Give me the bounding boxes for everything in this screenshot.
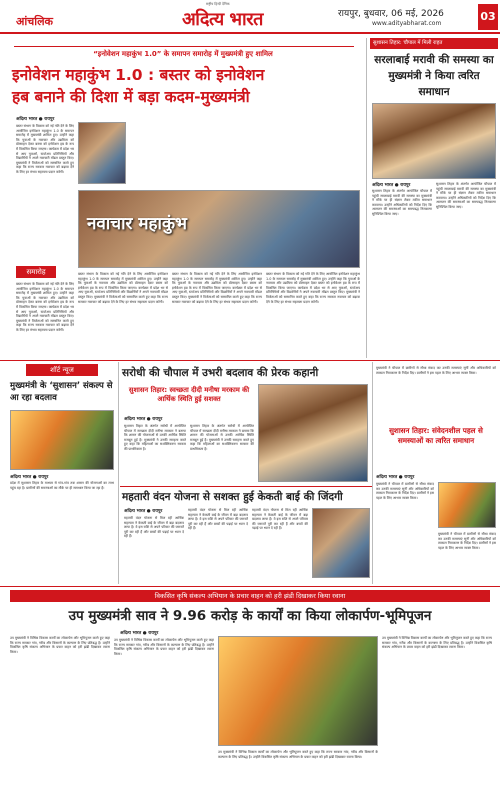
chaupal-photo [258, 384, 368, 482]
lead-headline-line2: हब बनाने की दिशा में बड़ा कदम-मुख्यमंत्री [12, 88, 250, 106]
right-top-tag: सुशासन तिहार: चौपाल में मिली राहत [370, 38, 498, 49]
lead-body-col1b: बस्तर संभाग के विकास को नई गति देने के लिए आयोजित इनोवेशन महाकुंभ 1.0 के समापन समारोह में मुख्यमंत्री शामिल हुए। उन्होंने कहा कि युवाओं के नवाचार और उद्यमिता को प्रोत्साहन देकर बस्तर को इनोवेशन हब के रूप में विकसित किया जाएगा। कार्यक्रम में प्रदेश भर से आए युवाओं, स्टार्टअप प्रतिनिधियों और विद्यार्थियों ने अपने नवाचारी मॉडल प्रस्तुत किए। मुख्यमंत्री ने विजेताओं को सम्मानित करते हुए कहा कि राज्य सरकार नवाचार को बढ़ावा देने के लिए हर संभव सहायता प्रदान करेगी। [16, 282, 74, 332]
mahtari-body-col3: महतारी वंदन योजना से मिल रही आर्थिक सहायता ने केकती बाई के जीवन में बड़ा बदलाव लाया है। वे इस राशि से अपने परिवार की जरूरतें पूरी कर रही हैं और बच्चों की पढ़ाई पर ध्यान दे रही हैं। [252, 508, 308, 531]
short-news-headline: मुख्यमंत्री के ‘सुशासन’ संकल्प से आ रहा बदलाव [10, 381, 113, 403]
masthead-tagline: राष्ट्रीय हिन्दी दैनिक [206, 2, 230, 6]
right-mid-body-top: मुख्यमंत्री ने चौपाल में ग्रामीणों से सीधा संवाद कर उनकी समस्याएं सुनीं और अधिकारियों को तत्काल निराकरण के निर्देश दिए। ग्रामीणों ने इस पहल के लिए आभार व्यक्त किया। [376, 366, 496, 375]
right-mid-photo [438, 482, 496, 528]
lead-photo-banner: नवाचार महाकुंभ [87, 214, 187, 234]
section-label: आंचलिक [16, 15, 53, 28]
right-top-body-col2: सुशासन तिहार के अंतर्गत आयोजित चौपाल में पहुंची सरलाबाई मरावी की समस्या का मुख्यमंत्री ने मौके पर ही संज्ञान लेकर त्वरित समाधान करवाया। उन्होंने अधिकारियों को निर्देश दिए कि आमजन की समस्याओं का समयबद्ध निराकरण सुनिश्चित किया जाए। [436, 182, 496, 209]
lead-photo-main [78, 190, 360, 268]
bottom-caption: उप मुख्यमंत्री ने विभिन्न विकास कार्यों का लोकार्पण और भूमिपूजन करते हुए कहा कि राज्य सरकार गांव, गरीब और किसानों के कल्याण के लिए प्रतिबद्ध है। उन्होंने विकसित कृषि संकल्प अभियान के प्रचार वाहन को हरी झंडी दिखाकर रवाना किया। [218, 750, 378, 759]
right-mid-body: मुख्यमंत्री ने चौपाल में ग्रामीणों से सीधा संवाद कर उनकी समस्याएं सुनीं और अधिकारियों को तत्काल निराकरण के निर्देश दिए। ग्रामीणों ने इस पहल के लिए आभार व्यक्त किया। [376, 482, 434, 500]
chaupal-headline: सरोधी की चौपाल में उभरी बदलाव की प्रेरक कहानी [122, 367, 319, 379]
lead-body-col2: बस्तर संभाग के विकास को नई गति देने के लिए आयोजित इनोवेशन महाकुंभ 1.0 के समापन समारोह में मुख्यमंत्री शामिल हुए। उन्होंने कहा कि युवाओं के नवाचार और उद्यमिता को प्रोत्साहन देकर बस्तर को इनोवेशन हब के रूप में विकसित किया जाएगा। कार्यक्रम में प्रदेश भर से आए युवाओं, स्टार्टअप प्रतिनिधियों और विद्यार्थियों ने अपने नवाचारी मॉडल प्रस्तुत किए। मुख्यमंत्री ने विजेताओं को सम्मानित करते हुए कहा कि राज्य सरकार नवाचार को बढ़ावा देने के लिए हर संभव सहायता प्रदान करेगी। [78, 272, 168, 304]
lead-side-label: समारोह [16, 266, 56, 278]
lead-byline: अदित्य भारत ● रायपुर [16, 117, 55, 122]
bottom-body-col2: उप मुख्यमंत्री ने विभिन्न विकास कार्यों का लोकार्पण और भूमिपूजन करते हुए कहा कि राज्य सरकार गांव, गरीब और किसानों के कल्याण के लिए प्रतिबद्ध है। उन्होंने विकसित कृषि संकल्प अभियान के प्रचार वाहन को हरी झंडी दिखाकर रवाना किया। [114, 638, 214, 656]
website: www.adityabharat.com [372, 20, 442, 27]
short-news-photo [10, 410, 114, 470]
short-news-label: शॉर्ट न्यूज [26, 364, 98, 376]
mahtari-byline: अदित्य भारत ● रायपुर [124, 509, 163, 514]
lead-headline-line1: इनोवेशन महाकुंभ 1.0 : बस्तर को इनोवेशन [12, 66, 265, 84]
lead-body-col3: बस्तर संभाग के विकास को नई गति देने के लिए आयोजित इनोवेशन महाकुंभ 1.0 के समापन समारोह में मुख्यमंत्री शामिल हुए। उन्होंने कहा कि युवाओं के नवाचार और उद्यमिता को प्रोत्साहन देकर बस्तर को इनोवेशन हब के रूप में विकसित किया जाएगा। कार्यक्रम में प्रदेश भर से आए युवाओं, स्टार्टअप प्रतिनिधियों और विद्यार्थियों ने अपने नवाचारी मॉडल प्रस्तुत किए। मुख्यमंत्री ने विजेताओं को सम्मानित करते हुए कहा कि राज्य सरकार नवाचार को बढ़ावा देने के लिए हर संभव सहायता प्रदान करेगी। [172, 272, 262, 304]
lead-body-col1: बस्तर संभाग के विकास को नई गति देने के लिए आयोजित इनोवेशन महाकुंभ 1.0 के समापन समारोह में मुख्यमंत्री शामिल हुए। उन्होंने कहा कि युवाओं के नवाचार और उद्यमिता को प्रोत्साहन देकर बस्तर को इनोवेशन हब के रूप में विकसित किया जाएगा। कार्यक्रम में प्रदेश भर से आए युवाओं, स्टार्टअप प्रतिनिधियों और विद्यार्थियों ने अपने नवाचारी मॉडल प्रस्तुत किए। मुख्यमंत्री ने विजेताओं को सम्मानित करते हुए कहा कि राज्य सरकार नवाचार को बढ़ावा देने के लिए हर संभव सहायता प्रदान करेगी। [16, 124, 74, 174]
lead-kicker: “इनोवेशन महाकुंभ 1.0” के समापन समारोह में मुख्यमंत्री हुए शामिल [93, 50, 273, 58]
page-number: 03 [478, 4, 498, 30]
chaupal-byline: अदित्य भारत ● रायपुर [124, 417, 163, 422]
right-top-body-col1: सुशासन तिहार के अंतर्गत आयोजित चौपाल में पहुंची सरलाबाई मरावी की समस्या का मुख्यमंत्री ने मौके पर ही संज्ञान लेकर त्वरित समाधान करवाया। उन्होंने अधिकारियों को निर्देश दिए कि आमजन की समस्याओं का समयबद्ध निराकरण सुनिश्चित किया जाए। [372, 189, 432, 216]
mahtari-headline: महतारी वंदन योजना से सशक्त हुई केकती बाई की जिंदगी [122, 491, 343, 503]
lead-body-col4: बस्तर संभाग के विकास को नई गति देने के लिए आयोजित इनोवेशन महाकुंभ 1.0 के समापन समारोह में मुख्यमंत्री शामिल हुए। उन्होंने कहा कि युवाओं के नवाचार और उद्यमिता को प्रोत्साहन देकर बस्तर को इनोवेशन हब के रूप में विकसित किया जाएगा। कार्यक्रम में प्रदेश भर से आए युवाओं, स्टार्टअप प्रतिनिधियों और विद्यार्थियों ने अपने नवाचारी मॉडल प्रस्तुत किए। मुख्यमंत्री ने विजेताओं को सम्मानित करते हुए कहा कि राज्य सरकार नवाचार को बढ़ावा देने के लिए हर संभव सहायता प्रदान करेगी। [266, 272, 360, 304]
chaupal-body-col1: सुशासन तिहार के अंतर्गत सरोधी में आयोजित चौपाल में स्वच्छता दीदी मनीषा मरकाम ने बताया कि शासन की योजनाओं से उनकी आर्थिक स्थिति मजबूत हुई है। मुख्यमंत्री ने उनकी सराहना करते हुए कहा कि महिलाओं का सशक्तिकरण सरकार की प्राथमिकता है। [124, 424, 186, 451]
chaupal-sub-tag: सुशासन तिहार: स्वच्छता दीदी मनीषा मरकाम की आर्थिक स्थिति हुई सशक्त [128, 386, 250, 403]
bottom-body-col3: उप मुख्यमंत्री ने विभिन्न विकास कार्यों का लोकार्पण और भूमिपूजन करते हुए कहा कि राज्य सरकार गांव, गरीब और किसानों के कल्याण के लिए प्रतिबद्ध है। उन्होंने विकसित कृषि संकल्प अभियान के प्रचार वाहन को हरी झंडी दिखाकर रवाना किया। [382, 636, 492, 650]
bottom-headline: उप मुख्यमंत्री साव ने 9.96 करोड़ के कार्यों का किया लोकार्पण-भूमिपूजन [68, 608, 432, 624]
masthead [0, 0, 500, 34]
mahtari-body-col2: महतारी वंदन योजना से मिल रही आर्थिक सहायता ने केकती बाई के जीवन में बड़ा बदलाव लाया है। वे इस राशि से अपने परिवार की जरूरतें पूरी कर रही हैं और बच्चों की पढ़ाई पर ध्यान दे रही हैं। [188, 508, 248, 531]
logo: अदित्य भारत [182, 9, 263, 30]
mahtari-photo [312, 508, 370, 578]
date-line: रायपुर, बुधवार, 06 मई, 2026 [338, 9, 444, 19]
bottom-body-col1: उप मुख्यमंत्री ने विभिन्न विकास कार्यों का लोकार्पण और भूमिपूजन करते हुए कहा कि राज्य सरकार गांव, गरीब और किसानों के कल्याण के लिए प्रतिबद्ध है। उन्होंने विकसित कृषि संकल्प अभियान के प्रचार वाहन को हरी झंडी दिखाकर रवाना किया। [10, 636, 110, 654]
lead-photo-small [78, 122, 126, 184]
bottom-byline: अदित्य भारत ● रायपुर [120, 631, 159, 636]
chaupal-body-col2: सुशासन तिहार के अंतर्गत सरोधी में आयोजित चौपाल में स्वच्छता दीदी मनीषा मरकाम ने बताया कि शासन की योजनाओं से उनकी आर्थिक स्थिति मजबूत हुई है। मुख्यमंत्री ने उनकी सराहना करते हुए कहा कि महिलाओं का सशक्तिकरण सरकार की प्राथमिकता है। [190, 424, 254, 451]
bottom-kicker: विकसित कृषि संकल्प अभियान के प्रचार वाहन को हरी झंडी दिखाकर किया रवाना [10, 590, 490, 602]
lead-headline [12, 64, 364, 108]
right-mid-tag: सुशासन तिहार: संवेदनशील पहल से समस्याओं का त्वरित समाधान [389, 426, 483, 445]
right-mid-byline: अदित्य भारत ● रायपुर [376, 475, 415, 480]
right-mid-body-col2: मुख्यमंत्री ने चौपाल में ग्रामीणों से सीधा संवाद कर उनकी समस्याएं सुनीं और अधिकारियों को तत्काल निराकरण के निर्देश दिए। ग्रामीणों ने इस पहल के लिए आभार व्यक्त किया। [438, 532, 496, 550]
short-news-byline: अदित्य भारत ● रायपुर [10, 475, 49, 480]
mahtari-body-col1: महतारी वंदन योजना से मिल रही आर्थिक सहायता ने केकती बाई के जीवन में बड़ा बदलाव लाया है। वे इस राशि से अपने परिवार की जरूरतें पूरी कर रही हैं और बच्चों की पढ़ाई पर ध्यान दे रही हैं। [124, 516, 184, 539]
bottom-photo [218, 636, 378, 746]
right-top-photo [372, 103, 496, 179]
right-top-headline: सरलाबाई मरावी की समस्या का मुख्यमंत्री ने किया त्वरित समाधान [374, 54, 494, 98]
short-news-body: प्रदेश में सुशासन तिहार के माध्यम से गांव-गांव तक शासन की योजनाओं का लाभ पहुंच रहा है। ग्रामीणों की समस्याओं का मौके पर ही समाधान किया जा रहा है। [10, 481, 114, 490]
right-top-byline: अदित्य भारत ● रायपुर [372, 183, 411, 188]
